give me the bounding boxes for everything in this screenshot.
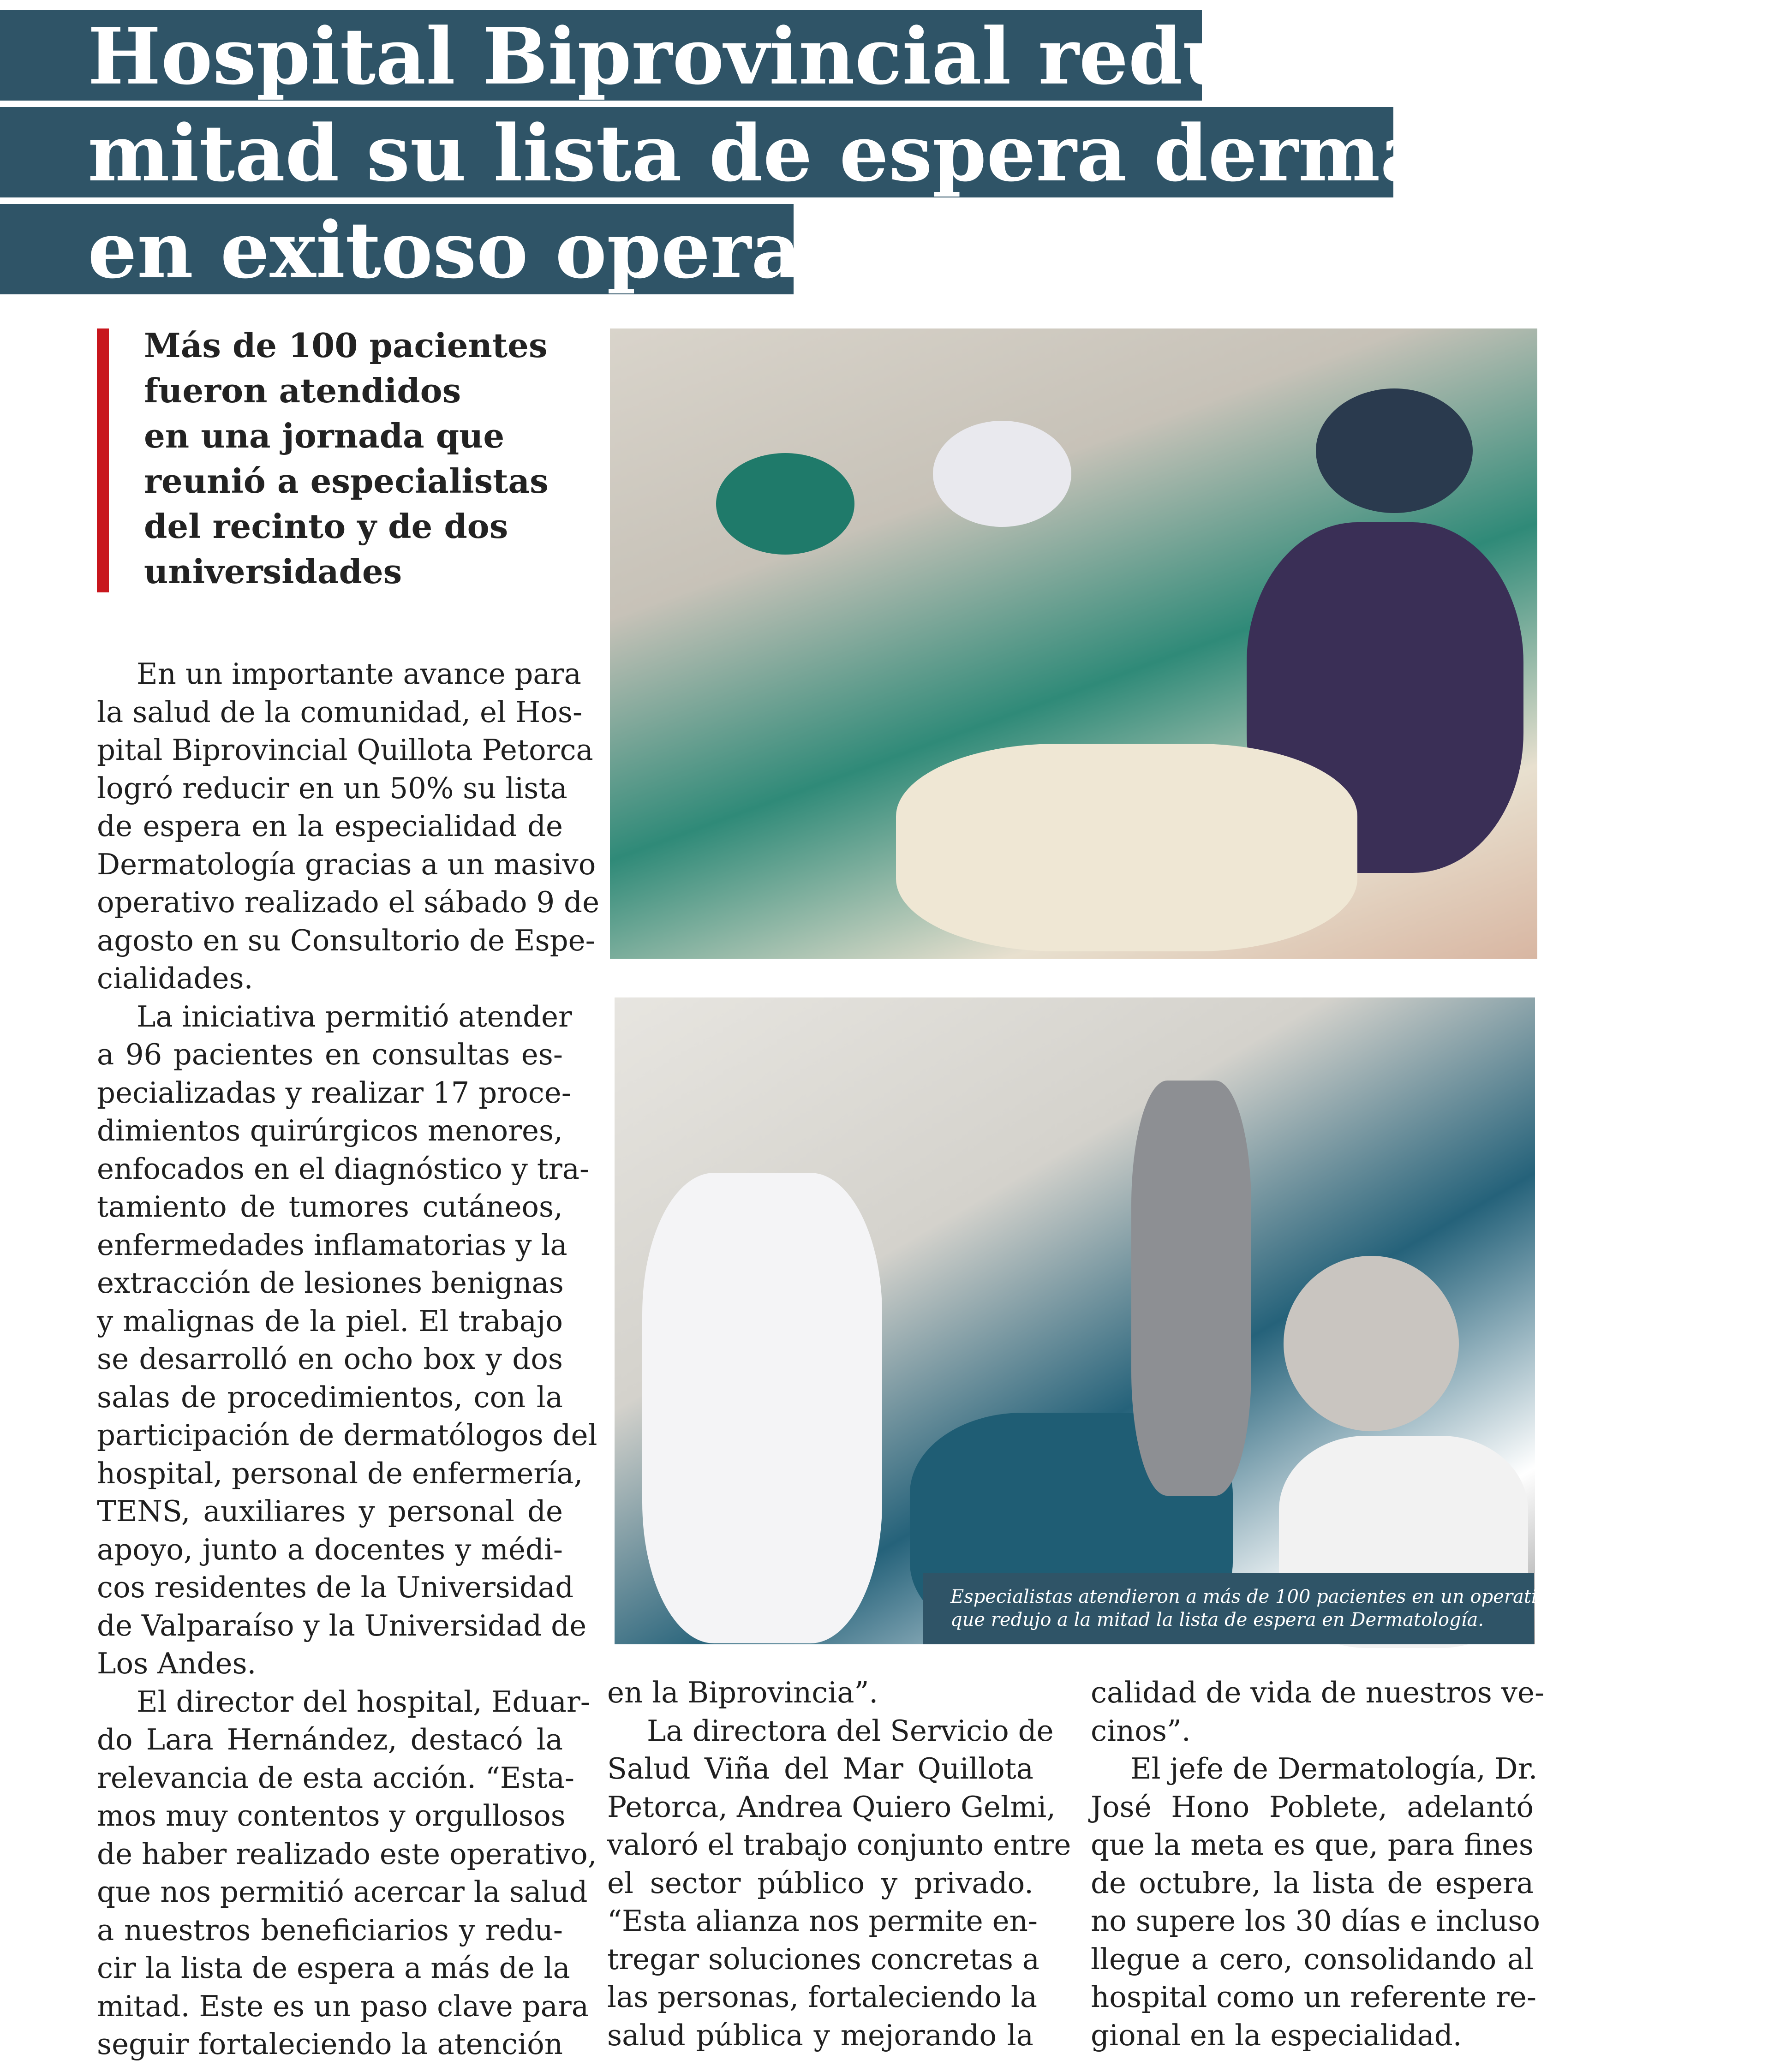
body-line: El director del hospital, Eduar- <box>137 1684 590 1719</box>
body-line: de octubre, la lista de espera <box>1091 1866 1534 1900</box>
body-line: mos muy contentos y orgullosos <box>97 1799 566 1833</box>
caption-line: Especialistas atendieron a más de 100 pacientes en un operativo <box>950 1586 1559 1607</box>
photo-dermatology-consult <box>615 997 1559 1644</box>
body-line: salud pública y mejorando la <box>607 2018 1033 2052</box>
body-line: do Lara Hernández, destacó la <box>97 1723 563 1756</box>
body-line: de espera en la especialidad de <box>97 809 563 843</box>
body-line: se desarrolló en ocho box y dos <box>97 1342 563 1376</box>
body-line: cos residentes de la Universidad <box>97 1570 574 1604</box>
body-line: no supere los 30 días e incluso <box>1091 1904 1540 1938</box>
body-line: y malignas de la piel. El trabajo <box>97 1304 563 1338</box>
lead-line: fueron atendidos <box>144 371 461 410</box>
body-line: En un importante avance para <box>137 657 581 691</box>
body-line: de haber realizado este operativo, <box>97 1837 597 1871</box>
lead-line: del recinto y de dos <box>144 507 508 546</box>
lead-line: universidades <box>144 552 402 591</box>
body-line: agosto en su Consultorio de Espe- <box>97 923 595 957</box>
body-line: “Esta alianza nos permite en- <box>607 1904 1038 1938</box>
lead-paragraph <box>144 323 605 594</box>
body-line: calidad de vida de nuestros ve- <box>1091 1676 1545 1709</box>
body-line: Dermatología gracias a un masivo <box>97 847 596 881</box>
body-line: hospital como un referente re- <box>1091 1980 1537 2014</box>
body-line: hospital, personal de enfermería, <box>97 1456 583 1490</box>
lead-line: en una jornada que <box>144 416 505 455</box>
body-line: que la meta es que, para fines <box>1091 1828 1534 1862</box>
body-line: que nos permitió acercar la salud <box>97 1875 588 1909</box>
body-line: apoyo, junto a docentes y médi- <box>97 1532 563 1566</box>
body-line: en la Biprovincia”. <box>607 1676 878 1709</box>
lead-line: Más de 100 pacientes <box>144 326 548 365</box>
caption-line: que redujo a la mitad la lista de espera en Dermatología. <box>950 1609 1484 1630</box>
body-line: llegue a cero, consolidando al <box>1091 1942 1534 1976</box>
body-line: logró reducir en un 50% su lista <box>97 771 567 805</box>
body-line: La iniciativa permitió atender <box>137 999 572 1033</box>
body-line: Petorca, Andrea Quiero Gelmi, <box>607 1790 1056 1824</box>
body-line: mitad. Este es un paso clave para <box>97 1989 589 2023</box>
body-line: salas de procedimientos, con la <box>97 1380 563 1414</box>
body-line: TENS, auxiliares y personal de <box>97 1494 563 1528</box>
body-line: la salud de la comunidad, el Hos- <box>97 695 583 729</box>
body-line: seguir fortaleciendo la atención <box>97 2027 563 2061</box>
body-line: a 96 pacientes en consultas es- <box>97 1038 563 1071</box>
body-column-2 <box>607 1674 1071 2054</box>
body-line: gional en la especialidad. <box>1091 2018 1462 2052</box>
body-line: Los Andes. <box>97 1647 257 1680</box>
body-line: pital Biprovincial Quillota Petorca <box>97 733 593 767</box>
body-line: relevancia de esta acción. “Esta- <box>97 1761 574 1795</box>
body-line: enfermedades inflamatorias y la <box>97 1228 567 1262</box>
body-line: el sector público y privado. <box>607 1866 1033 1900</box>
body-line: valoró el trabajo conjunto entre <box>607 1828 1071 1862</box>
body-line: cinos”. <box>1091 1714 1191 1748</box>
body-line: tregar soluciones concretas a <box>607 1942 1040 1976</box>
headline-line-2: mitad su lista de espera dermatológica <box>0 107 1393 197</box>
body-column-1 <box>97 655 600 2064</box>
body-line: cir la lista de espera a más de la <box>97 1951 570 1985</box>
headline-line-1: Hospital Biprovincial reduce a la <box>0 10 1202 101</box>
body-line: las personas, fortaleciendo la <box>607 1980 1038 2014</box>
lead-accent-rule <box>97 328 109 592</box>
body-line: pecializadas y realizar 17 proce- <box>97 1075 571 1110</box>
body-line: extracción de lesiones benignas <box>97 1266 564 1300</box>
body-column-3 <box>1091 1674 1545 2054</box>
lead-line: reunió a especialistas <box>144 461 549 501</box>
body-line: operativo realizado el sábado 9 de <box>97 885 600 919</box>
body-line: dimientos quirúrgicos menores, <box>97 1114 563 1147</box>
body-line: José Hono Poblete, adelantó <box>1091 1790 1534 1824</box>
body-line: El jefe de Dermatología, Dr. <box>1130 1752 1538 1785</box>
body-line: cialidades. <box>97 961 253 995</box>
body-line: Salud Viña del Mar Quillota <box>607 1752 1033 1785</box>
body-line: enfocados en el diagnóstico y tra- <box>97 1152 590 1186</box>
body-line: a nuestros beneficiarios y redu- <box>97 1913 563 1947</box>
photo-caption <box>923 1573 1559 1644</box>
body-line: La directora del Servicio de <box>647 1714 1054 1748</box>
photo-surgical-procedure <box>610 328 1537 959</box>
body-line: de Valparaíso y la Universidad de <box>97 1608 587 1642</box>
headline-line-3: en exitoso operativo <box>0 204 794 294</box>
body-line: tamiento de tumores cutáneos, <box>97 1190 563 1224</box>
body-line: participación de dermatólogos del <box>97 1418 597 1452</box>
